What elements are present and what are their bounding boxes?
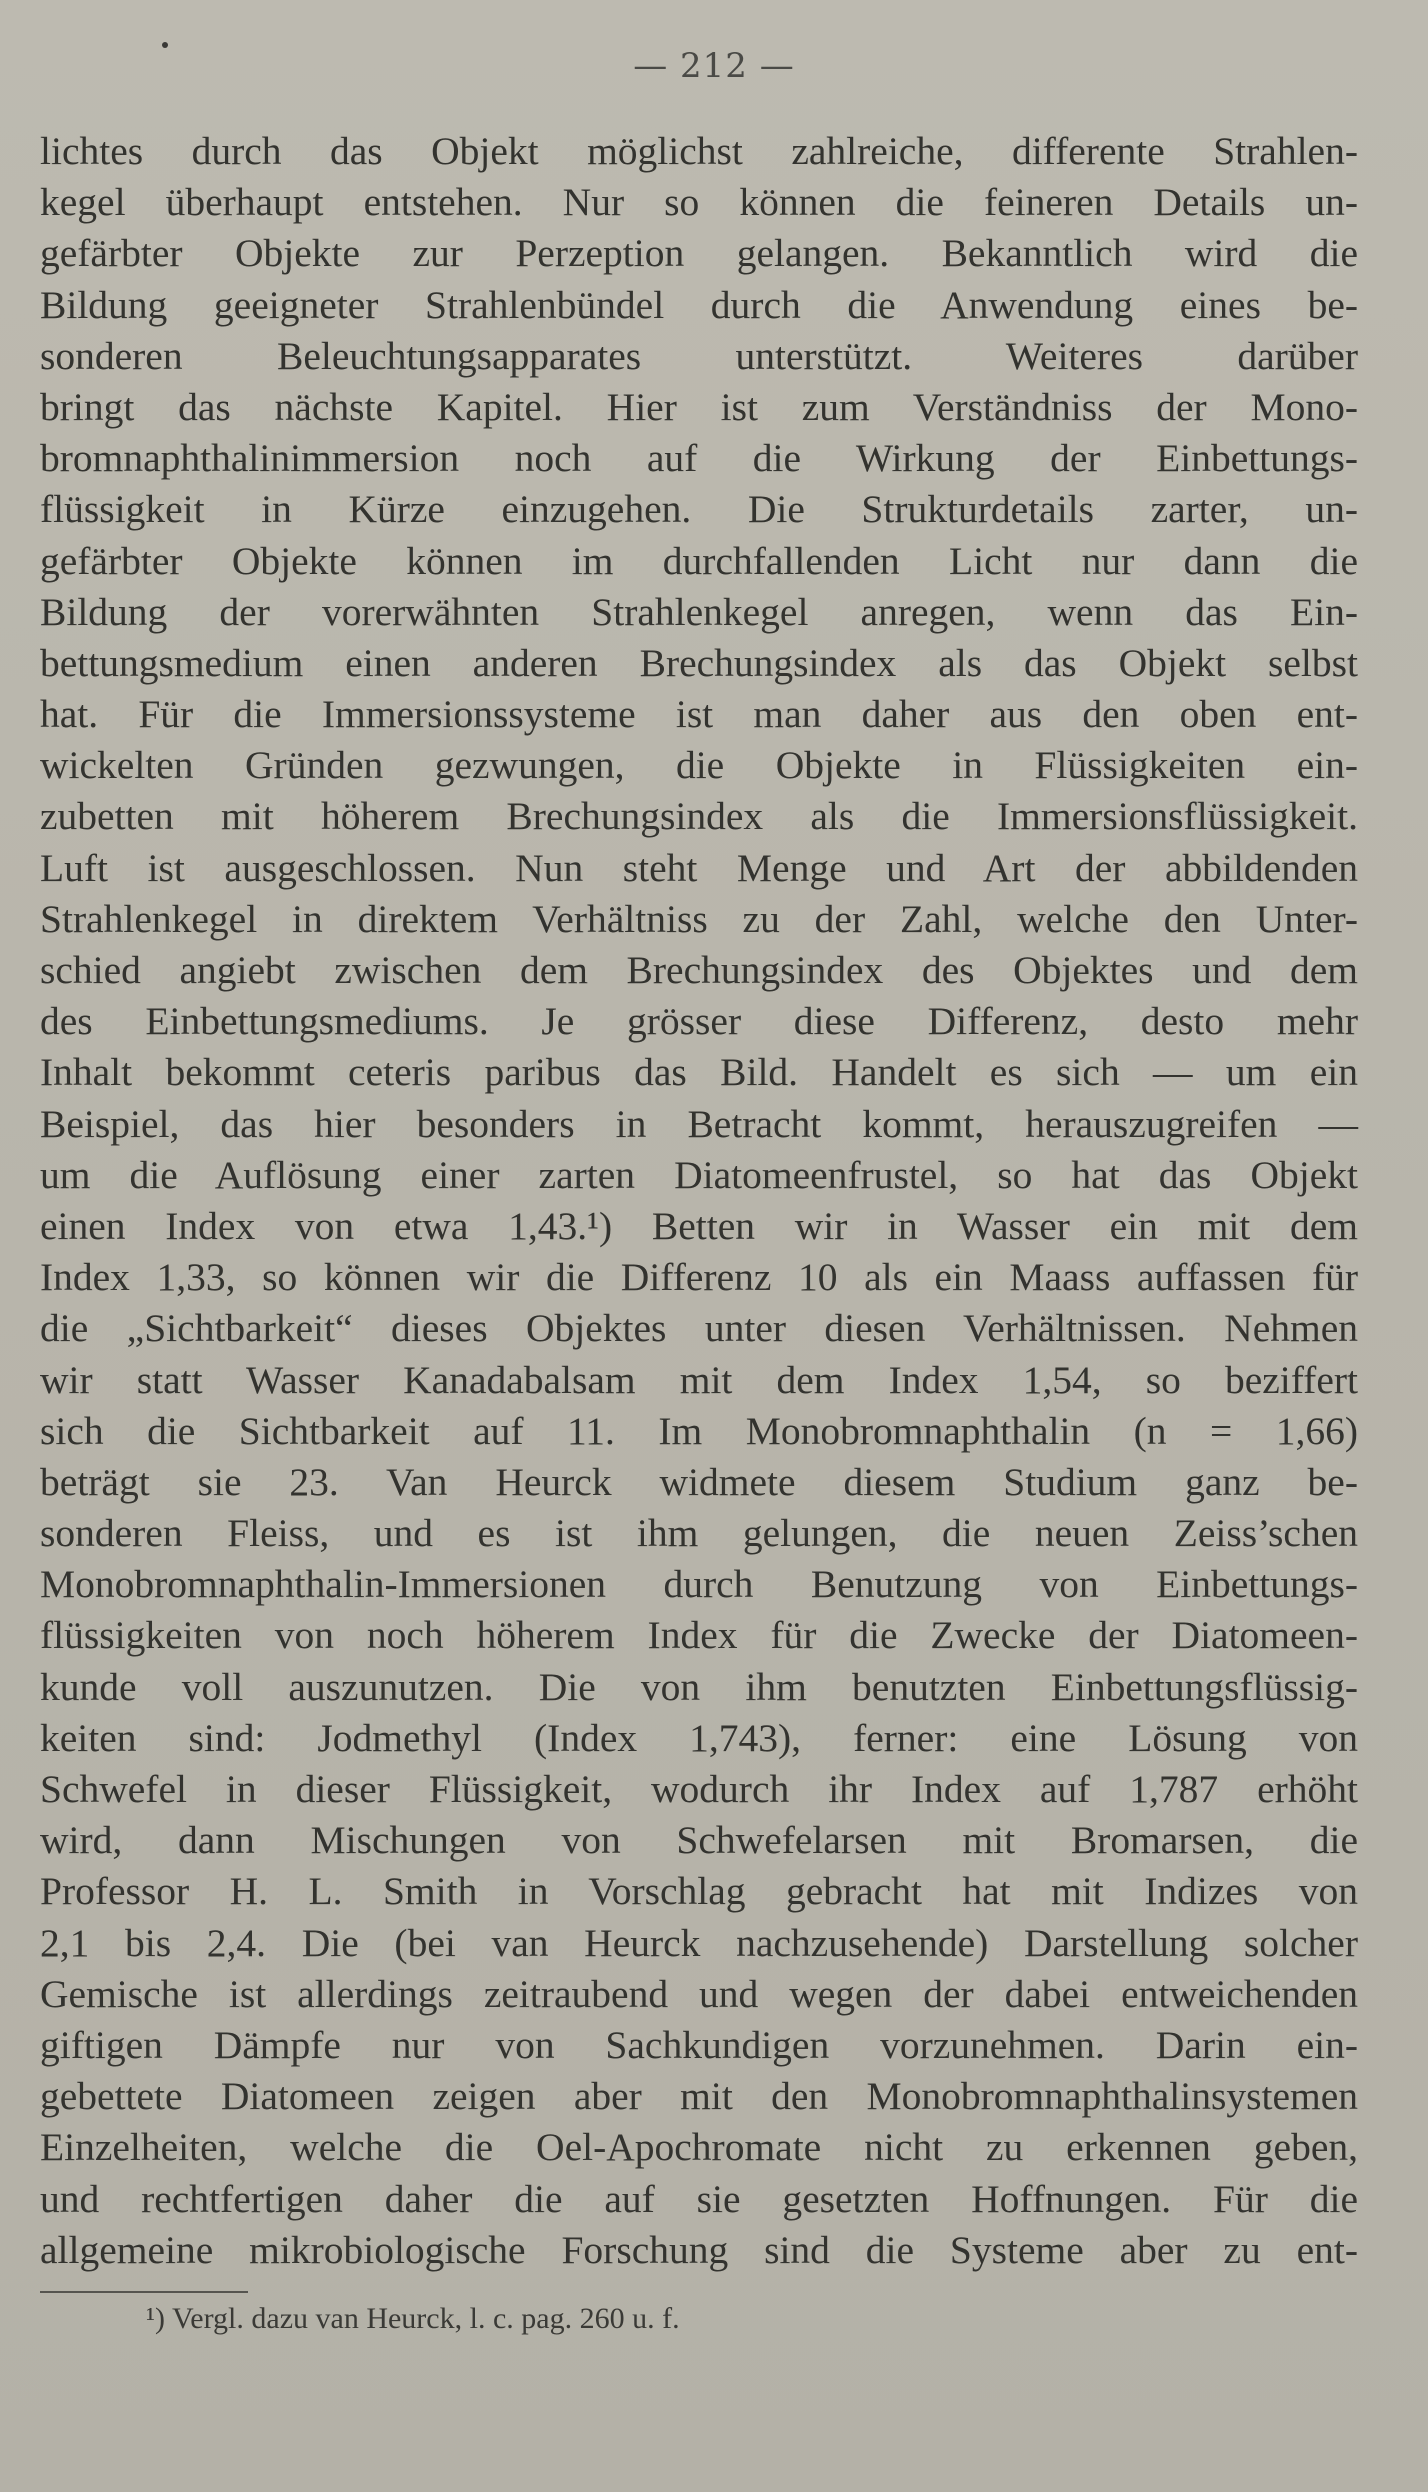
text-line: gefärbter Objekte zur Perzeption gelangen. Bekanntlich wird die	[40, 231, 1358, 276]
text-line: giftigen Dämpfe nur von Sachkundigen vorzunehmen. Darin ein-	[40, 2022, 1358, 2067]
text-line: Index 1,33, so können wir die Differenz 10 als ein Maass auffassen für	[40, 1255, 1358, 1300]
text-line: Luft ist ausgeschlossen. Nun steht Menge und Art der abbildenden	[40, 845, 1358, 890]
text-line: flüssigkeit in Kürze einzugehen. Die Strukturdetails zarter, un-	[40, 487, 1358, 532]
body-text	[40, 126, 1358, 2276]
text-line: keiten sind: Jodmethyl (Index 1,743), ferner: eine Lösung von	[40, 1715, 1358, 1760]
text-line: bromnaphthalinimmersion noch auf die Wirkung der Einbettungs-	[40, 436, 1358, 481]
text-line: gebettete Diatomeen zeigen aber mit den Monobromnaphthalinsystemen	[40, 2074, 1358, 2119]
text-line: um die Auflösung einer zarten Diatomeenfrustel, so hat das Objekt	[40, 1152, 1358, 1197]
text-line: Bildung der vorerwähnten Strahlenkegel anregen, wenn das Ein-	[40, 589, 1358, 634]
text-line: wird, dann Mischungen von Schwefelarsen mit Bromarsen, die	[40, 1818, 1358, 1863]
text-line: sonderen Fleiss, und es ist ihm gelungen, die neuen Zeiss’schen	[40, 1511, 1358, 1556]
text-line: bringt das nächste Kapitel. Hier ist zum Verständniss der Mono-	[40, 384, 1358, 429]
text-line: flüssigkeiten von noch höherem Index für die Zwecke der Diatomeen-	[40, 1613, 1358, 1658]
text-line: kegel überhaupt entstehen. Nur so können die feineren Details un-	[40, 180, 1358, 225]
text-line: Bildung geeigneter Strahlenbündel durch die Anwendung eines be-	[40, 282, 1358, 327]
footnote: ¹) Vergl. dazu van Heurck, l. c. pag. 260 u. f.	[146, 2302, 680, 2335]
text-line: Strahlenkegel in direktem Verhältniss zu der Zahl, welche den Unter-	[40, 896, 1358, 941]
text-line: Beispiel, das hier besonders in Betracht kommt, herauszugreifen —	[40, 1101, 1358, 1146]
text-line: einen Index von etwa 1,43.¹) Betten wir in Wasser ein mit dem	[40, 1203, 1358, 1248]
page-number: — 212 —	[633, 46, 795, 86]
text-line: Monobromnaphthalin-Immersionen durch Benutzung von Einbettungs-	[40, 1562, 1358, 1607]
text-line: sonderen Beleuchtungsapparates unterstützt. Weiteres darüber	[40, 333, 1358, 378]
text-line: allgemeine mikrobiologische Forschung sind die Systeme aber zu ent-	[40, 2227, 1358, 2272]
text-line: wickelten Gründen gezwungen, die Objekte in Flüssigkeiten ein-	[40, 743, 1358, 788]
text-line: zubetten mit höherem Brechungsindex als die Immersionsflüssigkeit.	[40, 794, 1358, 839]
text-line: beträgt sie 23. Van Heurck widmete diesem Studium ganz be-	[40, 1459, 1358, 1504]
text-line: Einzelheiten, welche die Oel-Apochromate nicht zu erkennen geben,	[40, 2125, 1358, 2170]
text-line: lichtes durch das Objekt möglichst zahlreiche, differente Strahlen-	[40, 129, 1358, 173]
text-line: die „Sichtbarkeit“ dieses Objektes unter diesen Verhältnissen. Nehmen	[40, 1306, 1358, 1351]
text-line: Professor H. L. Smith in Vorschlag gebracht hat mit Indizes von	[40, 1869, 1358, 1914]
text-line: bettungsmedium einen anderen Brechungsindex als das Objekt selbst	[40, 640, 1358, 685]
text-line: Schwefel in dieser Flüssigkeit, wodurch ihr Index auf 1,787 erhöht	[40, 1767, 1358, 1811]
text-line: und rechtfertigen daher die auf sie gesetzten Hoffnungen. Für die	[40, 2176, 1358, 2221]
text-line: Gemische ist allerdings zeitraubend und wegen der dabei entweichenden	[40, 1971, 1358, 2016]
footnote-divider	[40, 2291, 248, 2293]
text-line: hat. Für die Immersionssysteme ist man daher aus den oben ent-	[40, 692, 1358, 737]
text-line: 2,1 bis 2,4. Die (bei van Heurck nachzusehende) Darstellung solcher	[40, 1920, 1358, 1965]
text-line: des Einbettungsmediums. Je grösser diese Differenz, desto mehr	[40, 999, 1358, 1044]
text-line: Inhalt bekommt ceteris paribus das Bild. Handelt es sich — um ein	[40, 1050, 1358, 1095]
text-line: schied angiebt zwischen dem Brechungsindex des Objektes und dem	[40, 948, 1358, 992]
text-line: gefärbter Objekte können im durchfallenden Licht nur dann die	[40, 538, 1358, 583]
text-line: wir statt Wasser Kanadabalsam mit dem Index 1,54, so beziffert	[40, 1357, 1358, 1402]
text-line: sich die Sichtbarkeit auf 11. Im Monobromnaphthalin (n = 1,66)	[40, 1408, 1358, 1453]
text-line: kunde voll auszunutzen. Die von ihm benutzten Einbettungsflüssig-	[40, 1664, 1358, 1709]
